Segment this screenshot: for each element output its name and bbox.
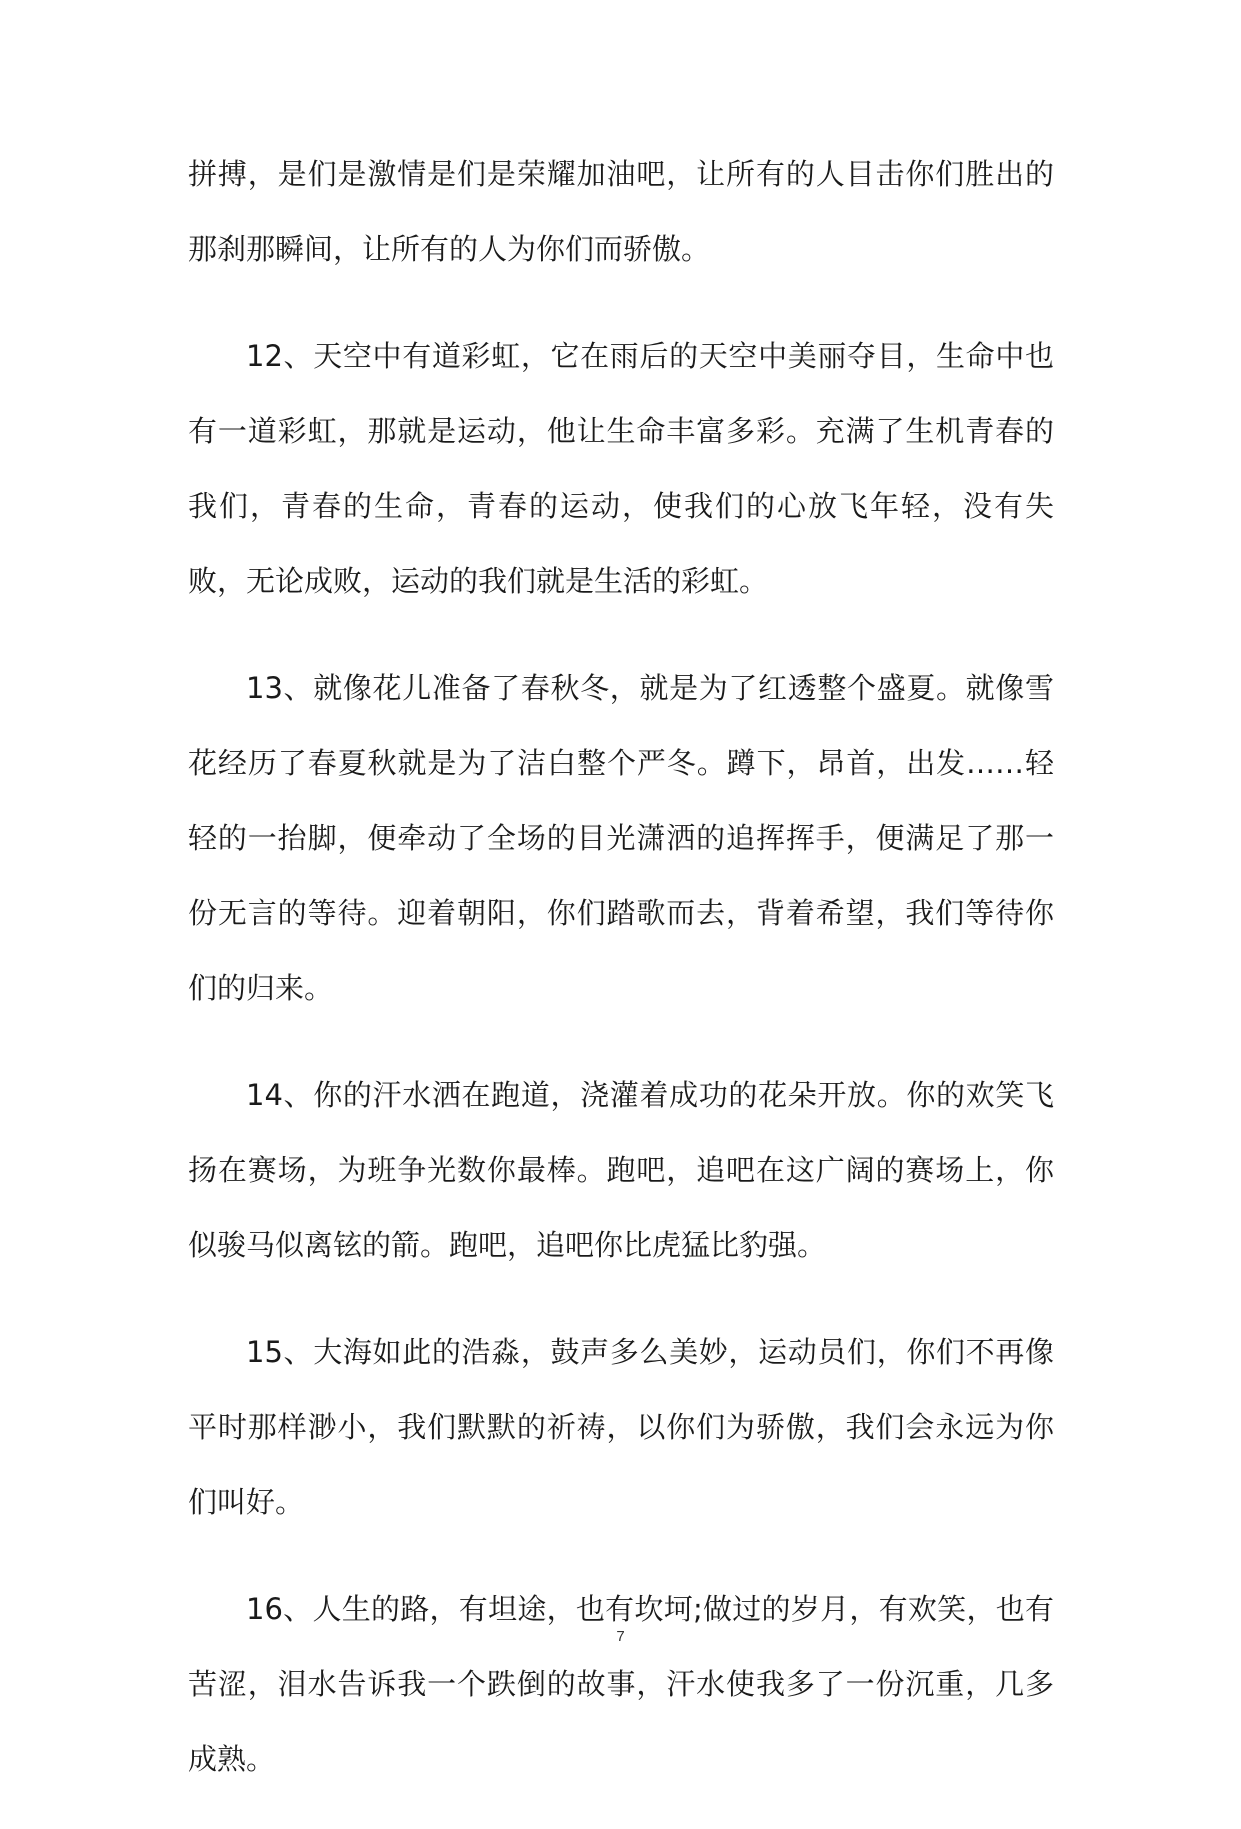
paragraph-13: 13、就像花儿准备了春秋冬，就是为了红透整个盛夏。就像雪花经历了春夏秋就是为了洁白整个严冬。蹲下，昂首，出发……轻轻的一抬脚，便牵动了全场的目光潇洒的追挥挥手，便满足了那一份无言的等待。迎着朝阳，你们踏歌而去，背着希望，我们等待你们的归来。 <box>188 671 1054 1005</box>
paragraph-15: 15、大海如此的浩淼，鼓声多么美妙，运动员们，你们不再像平时那样渺小，我们默默的祈祷，以你们为骄傲，我们会永远为你们叫好。 <box>188 1335 1054 1519</box>
document-body <box>188 137 1054 1829</box>
paragraph-continuation: 拼搏，是们是激情是们是荣耀加油吧，让所有的人目击你们胜出的那刹那瞬间，让所有的人为你们而骄傲。 <box>188 157 1054 266</box>
paragraph-14: 14、你的汗水洒在跑道，浇灌着成功的花朵开放。你的欢笑飞扬在赛场，为班争光数你最棒。跑吧，追吧在这广阔的赛场上，你似骏马似离铉的箭。跑吧，追吧你比虎猛比豹强。 <box>188 1078 1054 1262</box>
page-number: 7 <box>616 1628 625 1645</box>
paragraph-16: 16、人生的路，有坦途，也有坎坷;做过的岁月，有欢笑，也有苦涩，泪水告诉我一个跌倒的故事，汗水使我多了一份沉重，几多成熟。 <box>188 1592 1054 1776</box>
paragraph-12: 12、天空中有道彩虹，它在雨后的天空中美丽夺目，生命中也有一道彩虹，那就是运动，他让生命丰富多彩。充满了生机青春的我们，青春的生命，青春的运动，使我们的心放飞年轻，没有失败，无论成败，运动的我们就是生活的彩虹。 <box>188 339 1054 598</box>
